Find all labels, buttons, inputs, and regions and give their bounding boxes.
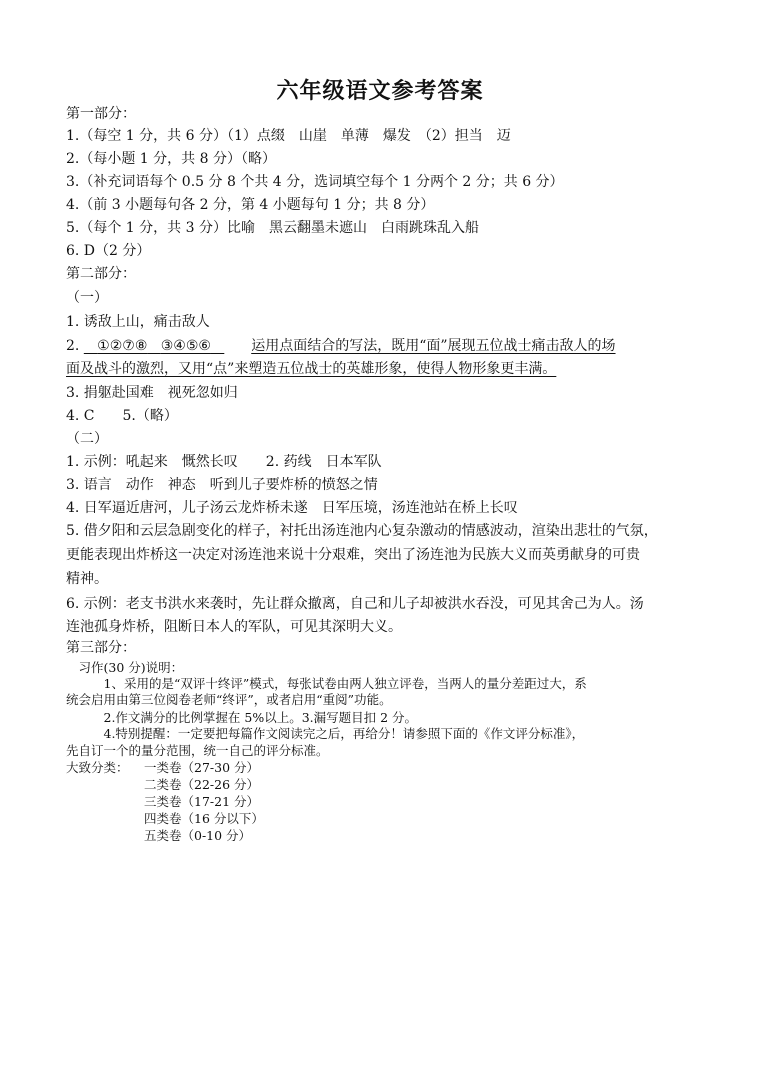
- part2-sec1-q2-line2: 面及战斗的激烈，又用“点”来塑造五位战士的英雄形象，使得人物形象更丰满。: [66, 361, 557, 377]
- category-5: 五类卷（0-10 分）: [144, 828, 252, 843]
- part1-item-4: 4.（前 3 小题每句各 2 分，第 4 小题每句 1 分；共 8 分）: [66, 197, 435, 213]
- part3-line-3: 统会启用由第三位阅卷老师“终评”，或者启用“重阅”功能。: [66, 692, 392, 707]
- part1-item-3: 3.（补充词语每个 0.5 分 8 个共 4 分，选词填空每个 1 分两个 2 分；共 6 分）: [66, 174, 564, 190]
- part1-item-6: 6. D（2 分）: [66, 243, 151, 259]
- q2-blank-1: [84, 338, 224, 354]
- part2-sec2-line-5: 更能表现出炸桥这一决定对汤连池来说十分艰难，突出了汤连池为民族大义而英勇献身的可贵: [66, 547, 640, 563]
- page-title: 六年级语文参考答案: [276, 79, 484, 104]
- part2-sec1-label: （一）: [66, 290, 108, 306]
- part2-sec2-line-3: 4. 日军逼近唐河，儿子汤云龙炸桥未遂 日军压境，汤连池站在桥上长叹: [66, 500, 518, 516]
- part2-sec2-line-1: 1. 示例：吼起来 慨然长叹 2. 药线 日本军队: [66, 454, 382, 470]
- part2-sec1-q1: 1. 诱敌上山，痛击敌人: [66, 314, 210, 330]
- part3-line-4: 2.作文满分的比例掌握在 5%以上。3.漏写题目扣 2 分。: [66, 710, 418, 725]
- part1-heading: 第一部分：: [66, 106, 136, 122]
- part1-item-2: 2.（每小题 1 分，共 8 分）（略）: [66, 151, 276, 167]
- part1-item-1: 1.（每空 1 分，共 6 分）（1）点缀 山崖 单薄 爆发 （2）担当 迈: [66, 128, 511, 144]
- part3-line-5: 4.特别提醒：一定要把每篇作文阅读完之后，再给分！请参照下面的《作文评分标准》，: [66, 726, 585, 741]
- part2-sec1-q4: 4. C 5.（略）: [66, 408, 178, 424]
- q2-answer-text-a: 运用点面结合的写法，既用“面”展现五位战士痛击敌人的场: [251, 338, 616, 354]
- q2-blank-2-text: ③④⑤⑥: [160, 338, 211, 354]
- part2-sec2-line-6: 精神。: [66, 571, 108, 587]
- part3-heading: 第三部分：: [66, 640, 136, 656]
- part2-sec1-q2-line1: [66, 336, 616, 356]
- part2-heading: 第二部分：: [66, 266, 136, 282]
- part2-sec2-line-2: 3. 语言 动作 神态 听到儿子要炸桥的愤怒之情: [66, 477, 378, 493]
- part3-line-2: 1、采用的是“双评十终评”模式，每张试卷由两人独立评卷，当两人的量分差距过大，系: [66, 676, 587, 691]
- q2-blank-1-text: ①②⑦⑧: [97, 338, 148, 354]
- q2-number: 2.: [66, 338, 80, 354]
- part2-sec1-q3: 3. 捐躯赴国难 视死忽如归: [66, 385, 238, 401]
- category-3: 三类卷（17-21 分）: [144, 794, 260, 809]
- part3-line-1: 习作(30 分)说明：: [66, 660, 184, 675]
- part3-line-6: 先自订一个的量分范围，统一自己的评分标准。: [66, 743, 329, 758]
- categories-label: 大致分类：: [66, 760, 129, 775]
- part2-sec2-line-8: 连池孤身炸桥，阻断日本人的军队，可见其深明大义。: [66, 619, 402, 635]
- part2-sec2-line-7: 6. 示例：老支书洪水来袭时，先让群众撤离，自己和儿子却被洪水吞没，可见其舍己为人。汤: [66, 596, 644, 612]
- part2-sec2-label: （二）: [66, 431, 108, 447]
- part1-item-5: 5.（每个 1 分，共 3 分）比喻 黑云翻墨未遮山 白雨跳珠乱入船: [66, 220, 479, 236]
- category-2: 二类卷（22-26 分）: [144, 777, 260, 792]
- part2-sec2-line-4: 5. 借夕阳和云层急剧变化的样子，衬托出汤连池内心复杂激动的情感波动，渲染出悲壮的气氛，: [66, 523, 658, 539]
- category-1: 一类卷（27-30 分）: [144, 760, 260, 775]
- category-4: 四类卷（16 分以下）: [144, 811, 264, 826]
